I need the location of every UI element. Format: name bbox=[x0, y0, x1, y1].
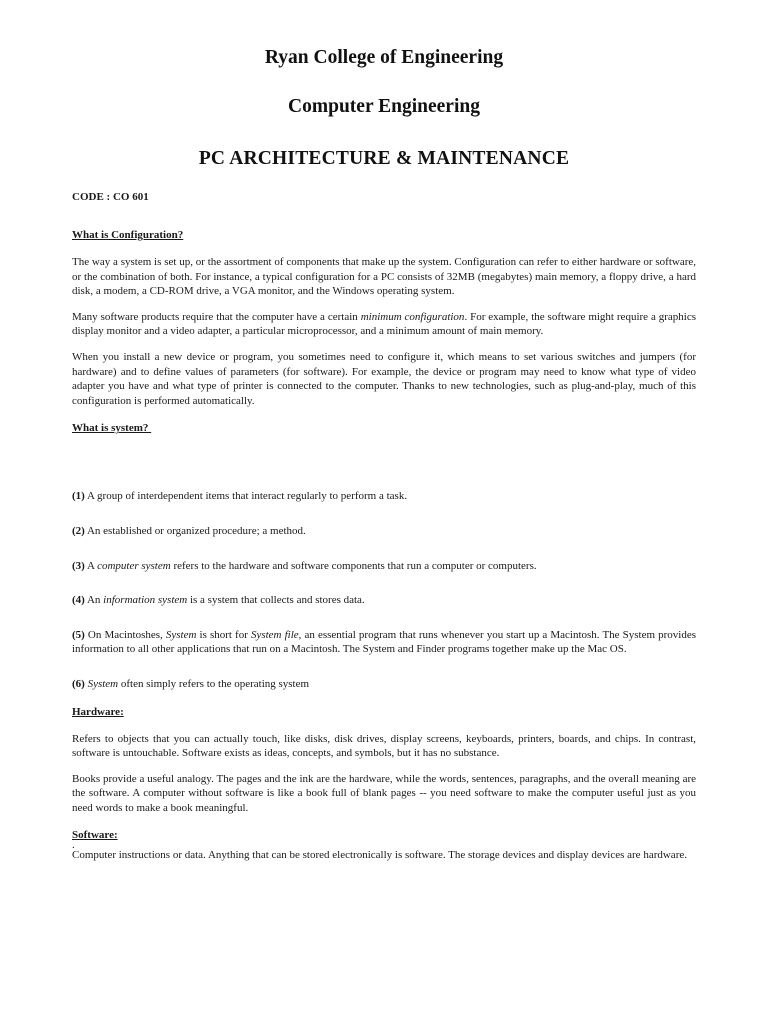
item-text: refers to the hardware and software components that run a computer or computers. bbox=[170, 559, 537, 572]
course-title: PC ARCHITECTURE & MAINTENANCE bbox=[198, 148, 570, 169]
college-title: Ryan College of Engineering bbox=[264, 47, 504, 68]
minimum-configuration-term: minimum configuration bbox=[360, 310, 465, 323]
configuration-paragraph-1: The way a system is set up, or the assortment of components that make up the system. Configuration can refer to either hardware or software, or the combination of both. For instance, a typical configuration for a PC consists of 32MB (megabytes) main memory, a floppy drive, a hard disk, a modem, a CD-ROM drive, a VGA monitor, and the Windows operating system. bbox=[72, 256, 696, 298]
system-item-1 bbox=[72, 489, 696, 504]
hardware-paragraph-2: Books provide a useful analogy. The pages and the ink are the hardware, while the words, sentences, paragraphs, and the overall meaning are the software. A computer without software is like a book full of blank pages -- you need software to make the computer useful just as you need words to make a book meaningful. bbox=[72, 772, 696, 814]
item-text: A bbox=[84, 559, 98, 572]
hardware-paragraph-1: Refers to objects that you can actually touch, like disks, disk drives, display screens, keyboards, printers, boards, and chips. In contrast, software is untouchable. Software exists as ideas, concepts, and symbols, but it has no substance. bbox=[72, 732, 696, 760]
configuration-paragraph-2 bbox=[72, 310, 696, 339]
item-text: On Macintoshes, bbox=[84, 628, 166, 641]
configuration-paragraph-3: When you install a new device or program, you sometimes need to configure it, which means to set various switches and jumpers (for hardware) and to define values of parameters (for software). For example, the device or program may need to know what type of video adapter you have and what type of printer is connected to the computer. Thanks to new technologies, such as plug-and-play, much of this configuration is performed automatically. bbox=[72, 350, 696, 407]
system-item-4 bbox=[72, 593, 696, 608]
item-number: (4) bbox=[72, 594, 85, 607]
hardware-heading: Hardware: bbox=[72, 705, 124, 718]
cursor-mark: . bbox=[72, 839, 75, 852]
system-item-3 bbox=[72, 559, 696, 574]
system-file-term: System file bbox=[250, 628, 299, 641]
item-text: An established or organized procedure; a method. bbox=[84, 524, 306, 537]
item-text: , an essential program that runs whenever you start up a Macintosh. The System provides information to all other applications that run on a Macintosh. The System and Finder programs together make up the Mac OS. bbox=[72, 628, 696, 656]
system-item-6 bbox=[72, 677, 696, 692]
system-item-5 bbox=[72, 628, 696, 657]
information-system-term: information system bbox=[103, 594, 188, 607]
course-code: CODE : CO 601 bbox=[72, 191, 149, 203]
configuration-p2-text-end: . For example, the software might require a graphics display monitor and a video adapter, a particular microprocessor, and a minimum amount of main memory. bbox=[72, 310, 697, 338]
item-number: (1) bbox=[72, 490, 85, 503]
item-number: (6) bbox=[72, 677, 85, 690]
software-paragraph-1: Computer instructions or data. Anything that can be stored electronically is software. The storage devices and display devices are hardware. bbox=[72, 849, 687, 862]
software-heading: Software: bbox=[72, 829, 118, 842]
item-number: (2) bbox=[72, 524, 85, 537]
item-text: often simply refers to the operating system bbox=[118, 677, 310, 690]
department-title: Computer Engineering bbox=[288, 96, 480, 117]
item-number: (5) bbox=[72, 628, 85, 641]
system-term: System bbox=[165, 628, 197, 641]
item-text: is a system that collects and stores data. bbox=[187, 594, 365, 607]
configuration-heading: What is Configuration? bbox=[72, 229, 184, 241]
computer-system-term: computer system bbox=[97, 559, 171, 572]
item-text: is short for bbox=[196, 628, 251, 641]
system-heading: What is system? bbox=[72, 422, 152, 435]
system-item-2 bbox=[72, 524, 696, 539]
item-text: An bbox=[84, 594, 104, 607]
item-text: A group of interdependent items that interact regularly to perform a task. bbox=[84, 490, 408, 503]
configuration-p2-text: Many software products require that the computer have a certain bbox=[72, 310, 361, 323]
item-number: (3) bbox=[72, 559, 85, 572]
system-term: System bbox=[87, 677, 119, 690]
